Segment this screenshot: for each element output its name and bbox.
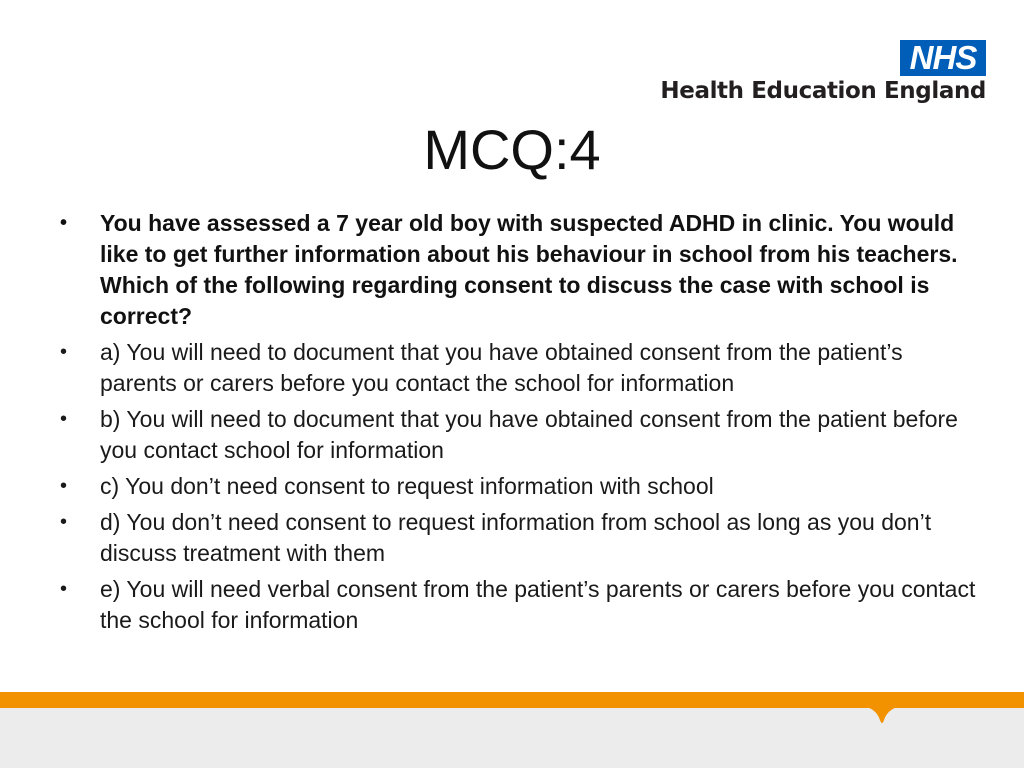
nhs-logo-mark: NHS [900, 40, 986, 76]
organisation-name: Health Education England [660, 78, 986, 104]
bullet-icon: • [60, 341, 68, 363]
question-text: You have assessed a 7 year old boy with suspected ADHD in clinic. You would like to get further information about his behaviour in school from his teachers. Which of the following regarding consent to discuss the case with school is correct? [100, 210, 958, 329]
answer-option-b [58, 404, 978, 466]
slide-title: MCQ:4 [423, 118, 601, 181]
answer-option-d [58, 507, 978, 569]
question-item [58, 208, 978, 332]
bullet-icon: • [60, 511, 68, 533]
answer-option-c [58, 471, 978, 502]
bullet-icon: • [60, 475, 68, 497]
answer-option-a [58, 337, 978, 399]
nhs-hee-logo [636, 38, 986, 110]
answer-option-text: d) You don’t need consent to request information from school as long as you don’t discuss treatment with them [100, 509, 932, 566]
bullet-icon: • [60, 212, 68, 234]
bullet-icon: • [60, 408, 68, 430]
answer-option-e [58, 574, 978, 636]
footer-chevron-icon [862, 706, 902, 726]
answer-option-text: c) You don’t need consent to request information with school [100, 473, 714, 499]
answer-option-text: e) You will need verbal consent from the patient’s parents or carers before you contact the school for information [100, 576, 976, 633]
slide-body-list [58, 208, 978, 641]
bullet-icon: • [60, 578, 68, 600]
answer-option-text: b) You will need to document that you have obtained consent from the patient before you contact school for information [100, 406, 958, 463]
answer-option-text: a) You will need to document that you have obtained consent from the patient’s parents or carers before you contact the school for information [100, 339, 903, 396]
